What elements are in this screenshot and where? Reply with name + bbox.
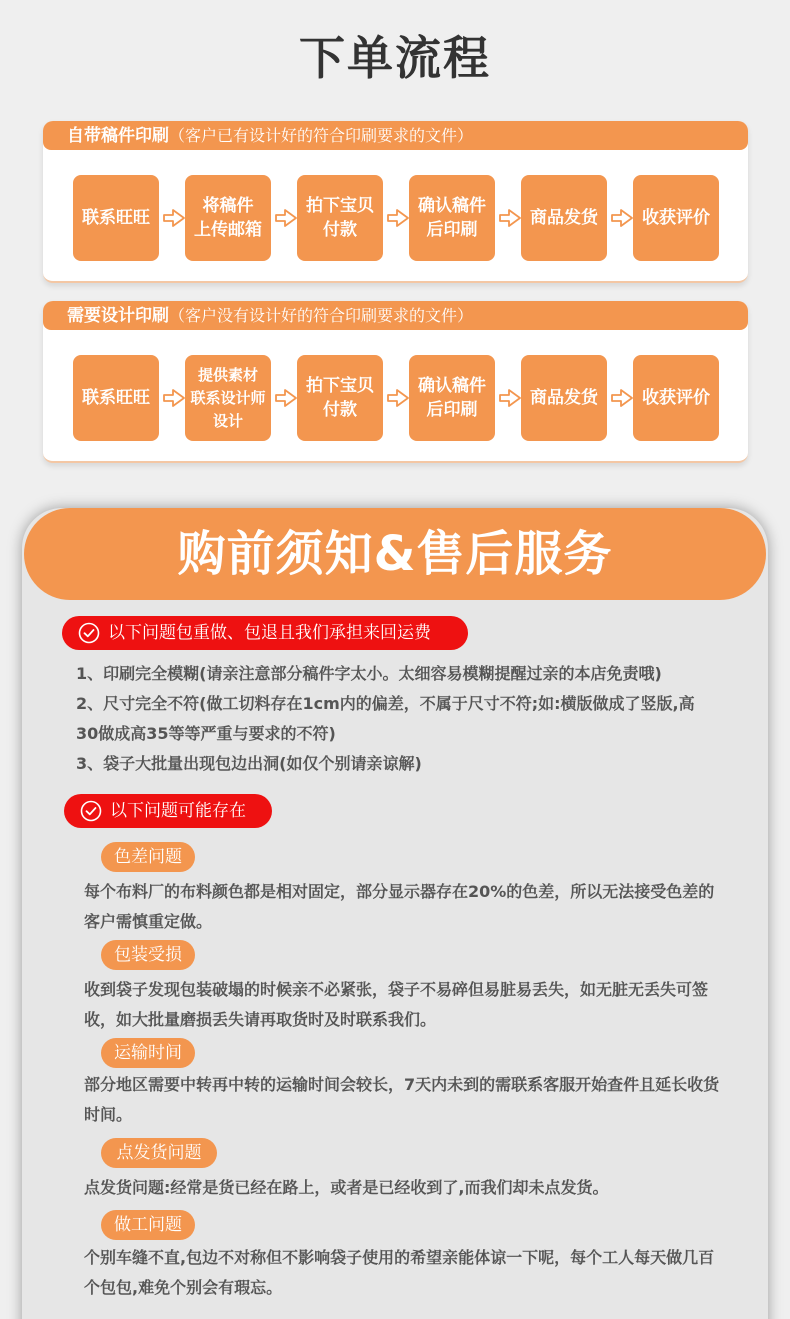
arrow-right-icon	[386, 206, 410, 230]
tag-workmanship: 做工问题	[101, 1210, 195, 1240]
step-ship: 商品发货	[521, 175, 607, 261]
warranty-pill-label: 以下问题包重做、包退且我们承担来回运费	[108, 623, 431, 643]
step-review: 收获评价	[633, 355, 719, 441]
step-review: 收获评价	[633, 175, 719, 261]
arrow-right-icon	[386, 386, 410, 410]
list-item: 2、尺寸完全不符(做工切料存在1cm内的偏差，不属于尺寸不符;如:横版做成了竖版,高30做成高35等等严重与要求的不符)	[76, 694, 695, 743]
flow-card-self-artwork	[43, 121, 748, 283]
flow-heading	[43, 301, 748, 330]
paragraph-package-damage: 收到袋子发现包装破塌的时候亲不必紧张，袋子不易碎但易脏易丢失，如无脏无丢失可签收，如大批量磨损丢失请再取货时及时联系我们。	[84, 980, 709, 1029]
step-contact-wangwang: 联系旺旺	[73, 175, 159, 261]
step-confirm-print: 确认稿件 后印刷	[409, 355, 495, 441]
step-order-pay: 拍下宝贝 付款	[297, 355, 383, 441]
paragraph-workmanship: 个别车缝不直,包边不对称但不影响袋子使用的希望亲能体谅一下呢，每个工人每天做几百个包包,难免个别会有瑕忘。	[84, 1248, 715, 1297]
arrow-right-icon	[274, 206, 298, 230]
tag-delivery-status: 点发货问题	[101, 1138, 217, 1168]
possible-issues-pill	[64, 794, 272, 828]
step-contact-wangwang: 联系旺旺	[73, 355, 159, 441]
flow-heading-title: 自带稿件印刷	[67, 126, 169, 146]
step-confirm-print: 确认稿件 后印刷	[409, 175, 495, 261]
paragraph-shipping-time: 部分地区需要中转再中转的运输时间会较长，7天内未到的需联系客服开始查件且延长收货时间。	[84, 1075, 720, 1124]
step-provide-material: 提供素材 联系设计师 设计	[185, 355, 271, 441]
tag-shipping-time: 运输时间	[101, 1038, 195, 1068]
arrow-right-icon	[498, 386, 522, 410]
possible-issues-pill-label: 以下问题可能存在	[110, 801, 246, 821]
paragraph-delivery-status: 点发货问题:经常是货已经在路上，或者是已经收到了,而我们却未点发货。	[84, 1178, 609, 1197]
flow-heading-note: （客户没有设计好的符合印刷要求的文件）	[169, 306, 474, 325]
flow-steps	[73, 355, 719, 441]
step-upload-email: 将稿件 上传邮箱	[185, 175, 271, 261]
paragraph-color-difference: 每个布料厂的布料颜色都是相对固定，部分显示器存在20%的色差，所以无法接受色差的客户需慎重定做。	[84, 882, 715, 931]
arrow-right-icon	[274, 386, 298, 410]
arrow-right-icon	[162, 206, 186, 230]
list-item: 3、袋子大批量出现包边出洞(如仅个别请亲谅解)	[76, 754, 422, 773]
check-circle-icon	[78, 622, 100, 644]
flow-heading	[43, 121, 748, 150]
page-title: 下单流程	[299, 31, 491, 85]
flow-card-design-needed	[43, 301, 748, 463]
warranty-pill	[62, 616, 468, 650]
arrow-right-icon	[162, 386, 186, 410]
arrow-right-icon	[610, 206, 634, 230]
arrow-right-icon	[610, 386, 634, 410]
arrow-right-icon	[498, 206, 522, 230]
step-order-pay: 拍下宝贝 付款	[297, 175, 383, 261]
list-item: 1、印刷完全模糊(请亲注意部分稿件字太小。太细容易模糊提醒过亲的本店免责哦)	[76, 664, 662, 683]
check-circle-icon	[80, 800, 102, 822]
tag-package-damage: 包装受损	[101, 940, 195, 970]
flow-heading-note: （客户已有设计好的符合印刷要求的文件）	[169, 126, 474, 145]
notice-banner: 购前须知&售后服务	[24, 508, 766, 600]
flow-heading-title: 需要设计印刷	[67, 306, 169, 326]
tag-color-difference: 色差问题	[101, 842, 195, 872]
flow-steps	[73, 175, 719, 261]
step-ship: 商品发货	[521, 355, 607, 441]
